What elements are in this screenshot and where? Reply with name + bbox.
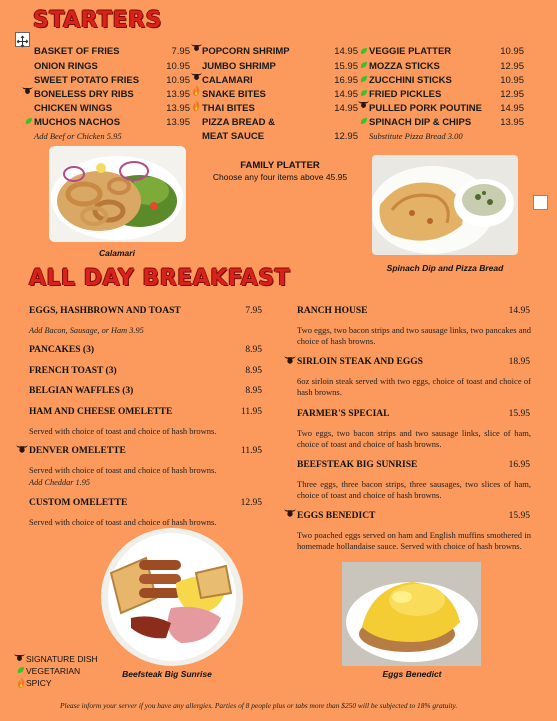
menu-item-price: 13.95 — [500, 117, 524, 128]
menu-item-name: MEAT SAUCE — [202, 131, 265, 142]
menu-item-name: ONION RINGS — [34, 61, 98, 72]
menu-item-price: 11.95 — [240, 446, 262, 456]
checkbox-icon[interactable] — [533, 195, 548, 210]
menu-item-description: Two eggs, two bacon strips and two sausage links, slice of ham, choice of toast and choice of hash browns. — [297, 428, 531, 450]
menu-item-price: 8.95 — [245, 386, 262, 396]
leaf-icon — [360, 61, 368, 69]
leaf-icon — [360, 117, 368, 125]
menu-item-name: HAM AND CHEESE OMELETTE — [29, 407, 173, 417]
menu-item-name: DENVER OMELETTE — [29, 446, 126, 456]
menu-item-name: MOZZA STICKS — [369, 61, 440, 72]
menu-item-name: CALAMARI — [202, 75, 253, 86]
menu-item-name: CUSTOM OMELETTE — [29, 498, 128, 508]
menu-item-price: 14.95 — [334, 46, 358, 57]
menu-item-name: PANCAKES (3) — [29, 345, 95, 355]
breakfast-title: ALL DAY BREAKFAST — [29, 266, 291, 291]
menu-item-price: 7.95 — [171, 46, 190, 57]
menu-item-price: 12.95 — [240, 498, 262, 508]
menu-item-price: 8.95 — [245, 366, 262, 376]
menu-item-name: FRIED PICKLES — [369, 89, 442, 100]
legend-signature: SIGNATURE DISH — [26, 654, 98, 664]
menu-item-name: PIZZA BREAD & — [202, 117, 276, 128]
menu-item-name: BELGIAN WAFFLES (3) — [29, 386, 134, 396]
menu-item-description: Served with choice of toast and choice of hash browns. — [29, 426, 217, 436]
leaf-icon — [17, 666, 25, 674]
menu-item-price: 14.95 — [500, 103, 524, 114]
bull-head-icon — [190, 71, 203, 82]
footer-notice: Please inform your server if you have any allergies. Parties of 8 people plus or tabs more than $250 will be subjected to 18% gratuity. — [60, 701, 458, 710]
menu-item-name: BEEFSTEAK BIG SUNRISE — [297, 460, 418, 470]
menu-item-description: Three eggs, three bacon strips, three sausages, two slices of ham, choice of toast and choice of hash browns. — [297, 479, 531, 501]
menu-item-name: SWEET POTATO FRIES — [34, 75, 140, 86]
menu-item-note: Add Beef or Chicken 5.95 — [34, 131, 122, 141]
menu-item-price: 14.95 — [334, 103, 358, 114]
bull-head-icon — [21, 85, 34, 96]
family-platter-subtitle: Choose any four items above 45.95 — [212, 172, 348, 182]
menu-item-name: FRENCH TOAST (3) — [29, 366, 117, 376]
menu-item-price: 13.95 — [166, 117, 190, 128]
menu-item-price: 14.95 — [508, 306, 530, 316]
menu-item-price: 13.95 — [166, 103, 190, 114]
flame-icon — [192, 85, 200, 96]
leaf-icon — [360, 89, 368, 97]
big-sunrise-photo — [101, 528, 243, 666]
menu-item-price: 18.95 — [508, 357, 530, 367]
menu-item-name: SPINACH DIP & CHIPS — [369, 117, 472, 128]
menu-item-name: SNAKE BITES — [202, 89, 266, 100]
menu-item-description: Two eggs, two bacon strips and two sausage links, two pancakes and choice of hash browns. — [297, 325, 531, 347]
menu-item-name: POPCORN SHRIMP — [202, 46, 290, 57]
big-sunrise-caption: Beefsteak Big Sunrise — [122, 669, 212, 679]
leaf-icon — [360, 75, 368, 83]
eggs-benedict-caption: Eggs Benedict — [382, 669, 442, 679]
leaf-icon — [360, 47, 368, 55]
move-handle-icon[interactable] — [15, 32, 30, 47]
menu-item-name: ZUCCHINI STICKS — [369, 75, 452, 86]
menu-item-name: MUCHOS NACHOS — [34, 117, 121, 128]
menu-item-description: Two poached eggs served on ham and English muffins smothered in homemade hollandaise sauce. Served with choice of hash browns. — [297, 530, 531, 552]
menu-item-description: Served with choice of toast and choice of hash browns. — [29, 517, 217, 527]
menu-item-name: SIRLOIN STEAK AND EGGS — [297, 357, 423, 367]
calamari-caption: Calamari — [99, 248, 135, 258]
menu-item-name: BONELESS DRY RIBS — [34, 89, 134, 100]
menu-item-name: THAI BITES — [202, 103, 255, 114]
menu-item-price: 10.95 — [166, 61, 190, 72]
menu-item-price: 15.95 — [508, 511, 530, 521]
menu-item-name: EGGS BENEDICT — [297, 511, 376, 521]
menu-item-name: FARMER'S SPECIAL — [297, 409, 390, 419]
menu-item-price: 15.95 — [334, 61, 358, 72]
bull-head-icon — [283, 507, 297, 519]
menu-item-name: EGGS, HASHBROWN AND TOAST — [29, 306, 181, 316]
menu-item-price: 12.95 — [500, 61, 524, 72]
menu-item-note: Add Bacon, Sausage, or Ham 3.95 — [29, 326, 144, 335]
starters-title: STARTERS — [33, 8, 162, 33]
bull-head-icon — [13, 652, 26, 663]
bull-head-icon — [190, 42, 203, 53]
menu-item-name: RANCH HOUSE — [297, 306, 368, 316]
eggs-benedict-photo — [342, 562, 481, 666]
menu-item-price: 12.95 — [500, 89, 524, 100]
menu-item-name: JUMBO SHRIMP — [202, 61, 276, 72]
menu-item-price: 11.95 — [240, 407, 262, 417]
bull-head-icon — [357, 99, 370, 110]
menu-item-price: 16.95 — [334, 75, 358, 86]
spinach-caption: Spinach Dip and Pizza Bread — [386, 263, 504, 273]
legend-spicy: SPICY — [26, 678, 52, 688]
menu-item-name: PULLED PORK POUTINE — [369, 103, 482, 114]
menu-item-price: 13.95 — [166, 89, 190, 100]
menu-item-name: VEGGIE PLATTER — [369, 46, 452, 57]
menu-item-note: Add Cheddar 1.95 — [29, 478, 91, 487]
menu-item-price: 12.95 — [334, 131, 358, 142]
menu-item-note: Substitute Pizza Bread 3.00 — [369, 131, 463, 141]
legend-vegetarian: VEGETARIAN — [26, 666, 81, 676]
bull-head-icon — [283, 354, 297, 366]
menu-item-price: 10.95 — [500, 75, 524, 86]
calamari-photo — [49, 146, 186, 242]
menu-item-name: CHICKEN WINGS — [34, 103, 113, 114]
flame-icon — [17, 677, 25, 688]
menu-item-description: Served with choice of toast and choice of hash browns. — [29, 465, 217, 475]
leaf-icon — [25, 117, 33, 125]
menu-item-price: 15.95 — [508, 409, 530, 419]
menu-item-price: 10.95 — [166, 75, 190, 86]
menu-item-price: 7.95 — [245, 306, 262, 316]
spinach-dip-photo — [372, 155, 518, 255]
menu-item-description: 6oz sirloin steak served with two eggs, choice of toast and choice of hash browns. — [297, 376, 531, 398]
menu-item-price: 8.95 — [245, 345, 262, 355]
menu-item-price: 16.95 — [508, 460, 530, 470]
menu-item-price: 10.95 — [500, 46, 524, 57]
menu-item-price: 14.95 — [334, 89, 358, 100]
bull-head-icon — [15, 443, 29, 455]
flame-icon — [192, 100, 200, 111]
family-platter-title: FAMILY PLATTER — [240, 160, 320, 171]
menu-item-name: BASKET OF FRIES — [34, 46, 120, 57]
